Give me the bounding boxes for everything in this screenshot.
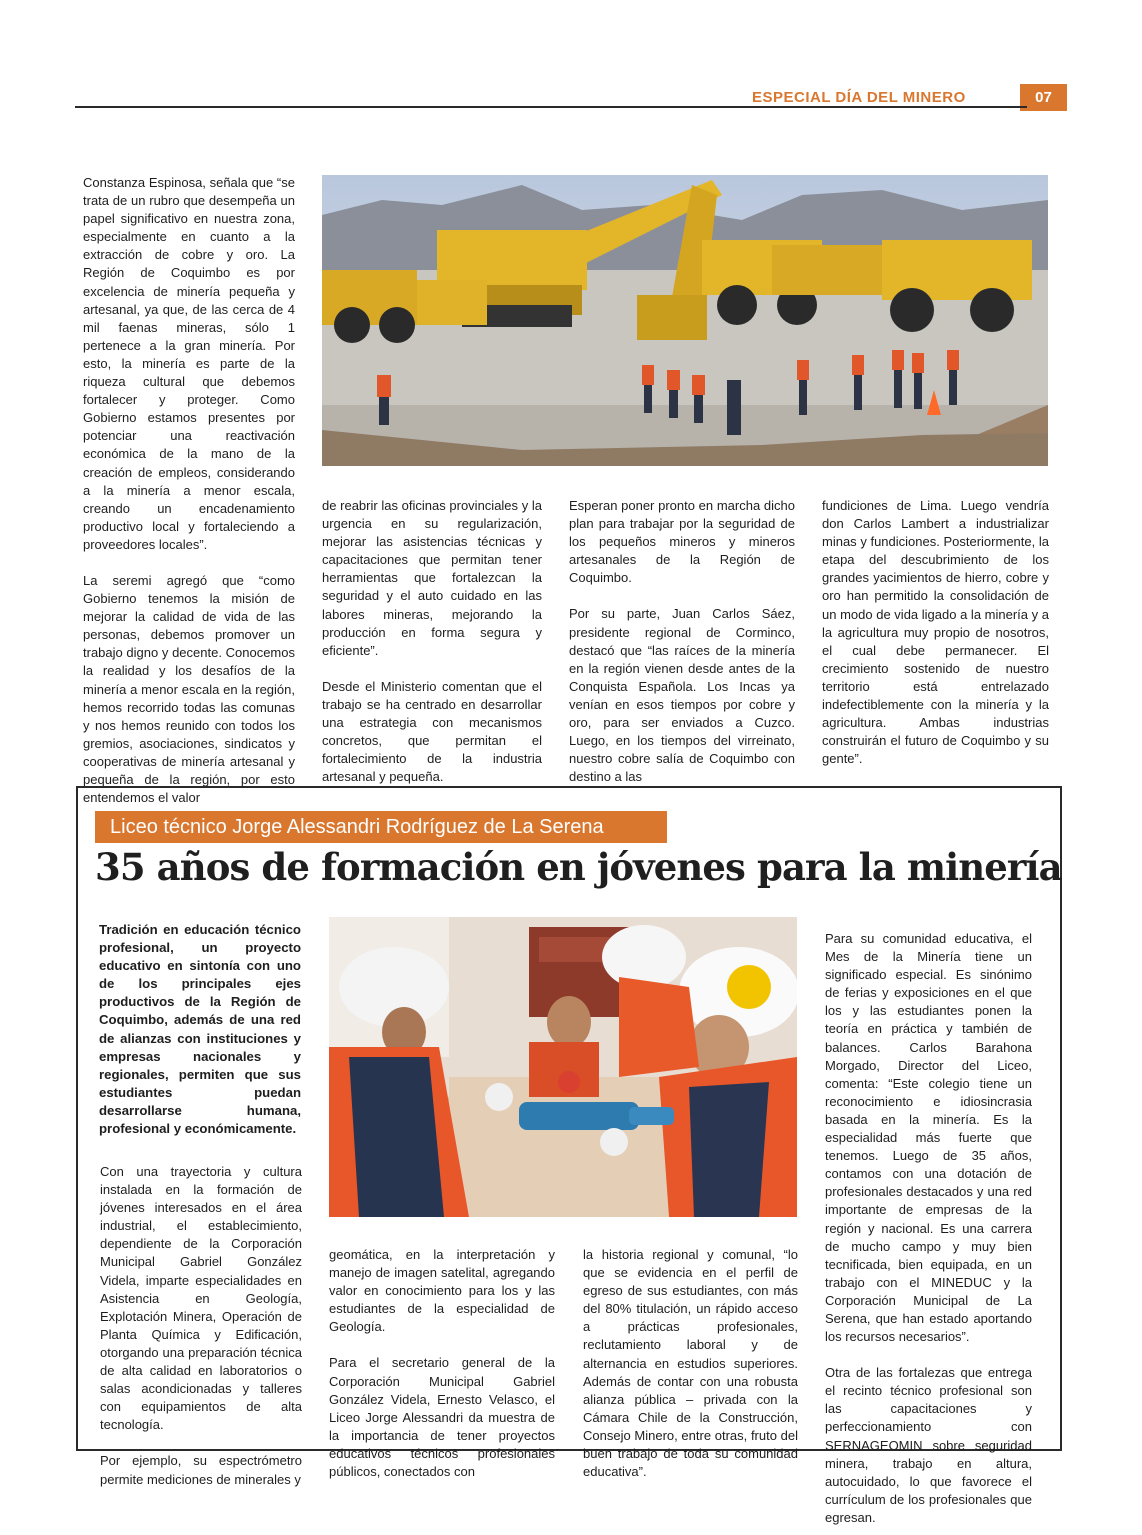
box-article-column-2	[329, 1246, 555, 1481]
paragraph: Por ejemplo, su espectrómetro permite mediciones de minerales y	[100, 1453, 302, 1487]
box-article-column-1	[100, 1163, 302, 1489]
paragraph: Constanza Espinosa, señala que “se trata de un rubro que desempeña un papel significativo en nuestra zona, especialmente en cuanto a la extracción de cobre y oro. La Región de Coquimbo es por excelencia de minería pequeña y artesanal, ya que, de las cerca de 4 mil faenas mineras, sólo 1 pertenece a la gran minería. Por esto, la minería es parte de la riqueza cultural que debemos fortalecer y proteger. Como Gobierno estamos presentes por potenciar una reactivación económica de la mano de la creación de empleos, considerando a la minería a menor escala, creando un encadenamiento productivo local y fortaleciendo a proveedores locales”.	[83, 175, 295, 552]
section-title: ESPECIAL DÍA DEL MINERO	[752, 89, 966, 106]
paragraph: La seremi agregó que “como Gobierno tenemos la misión de mejorar la calidad de vida de las personas, debemos promover un trabajo digno y decente. Conocemos la realidad y los desafíos de la minería a menor escala en la región, hemos recorrido todas las comunas y nos hemos reunido con todos los gremios, asociaciones, sindicatos y cooperativas de minería artesanal y pequeña de la región, por esto entendemos el valor	[83, 572, 295, 806]
box-article-column-3	[583, 1246, 798, 1481]
article-headline: 35 años de formación en jóvenes para la minería	[95, 845, 1062, 889]
mining-equipment-photo	[322, 175, 1048, 466]
paragraph: de reabrir las oficinas provinciales y la urgencia en su regularización, mejorar las asistencias técnicas y capacitaciones que permitan tener herramientas que fortalezcan la seguridad y el auto cuidado en las labores mineras, mejorando la producción en forma segura y eficiente”.	[322, 498, 542, 658]
paragraph: Esperan poner pronto en marcha dicho plan para trabajar por la seguridad de los pequeños mineros y mineros artesanales de la Región de Coquimbo.	[569, 498, 795, 586]
top-article-column-3	[569, 497, 795, 786]
paragraph: Por su parte, Juan Carlos Sáez, presidente regional de Corminco, destacó que “las raíces de la minería en la región vienen desde antes de la Conquista Española. Los Incas ya venían en esos tiempos por cobre y oro, para ser enviados a Cuzco. Luego, en los tiempos del virreinato, nuestro cobre salía de Coquimbo con destino a las	[569, 606, 795, 785]
header-rule	[75, 106, 1027, 108]
page-number: 07	[1020, 84, 1067, 111]
paragraph: Desde el Ministerio comentan que el trabajo se ha centrado en desarrollar una estrategia con mecanismos concretos, que permitan el fortalecimiento de la industria artesanal y pequeña.	[322, 678, 542, 785]
box-article-column-4	[825, 930, 1032, 1527]
article-lead: Tradición en educación técnico profesional, un proyecto educativo en sintonía con uno de los principales ejes productivos de la Región de Coquimbo, además de una red de alianzas con instituciones y empresas nacionales y regionales, permiten que sus estudiantes puedan desarrollarse humana, profesional y económicamente.	[99, 922, 301, 1137]
paragraph: Con una trayectoria y cultura instalada en la formación de jóvenes interesados en el área industrial, el establecimiento, dependiente de la Corporación Municipal Gabriel González Videla, imparte especialidades en Asistencia en Geología, Explotación Minera, Operación de Planta Química y Edificación, otorgando una preparación técnica de alta calidad en laboratorios o salas acondicionadas y talleres con equipamientos de alta tecnología.	[100, 1164, 302, 1433]
paragraph: geomática, en la interpretación y manejo de imagen satelital, agregando valor en conocimiento para los y las estudiantes de la especialidad de Geología.	[329, 1247, 555, 1335]
top-article-column-2	[322, 497, 542, 786]
paragraph: fundiciones de Lima. Luego vendría don Carlos Lambert a industrializar minas y fundiciones. Posteriormente, la etapa del descubrimiento de los grandes yacimientos de hierro, cobre y oro han permitido la consolidación de un modo de vida ligado a la minería y a la agricultura muy propio de nosotros, el cual debe permanecer. El crecimiento sostenido de nuestro territorio está entrelazado indefectiblemente con la minería y la agricultura. Ambas industrias construirán el futuro de Coquimbo y su gente”.	[822, 498, 1049, 767]
paragraph: la historia regional y comunal, “lo que se evidencia en el perfil de egreso de sus estudiantes, con más del 80% titulación, un rápido acceso a prácticas profesionales, reclutamiento laboral y de alternancia en estudios superiores. Además de contar con una robusta alianza pública – privada con la Cámara Chile de la Construcción, Consejo Minero, entre otras, fruto del buen trabajo de toda su comunidad educativa”.	[583, 1247, 798, 1480]
students-workshop-photo	[329, 917, 797, 1217]
top-article-column-1	[83, 174, 295, 807]
paragraph: Otra de las fortalezas que entrega el recinto técnico profesional son las capacitaciones y perfeccionamiento con SERNAGEOMIN sobre seguridad minera, trabajo en altura, autocuidado, lo que favorece el currículum de los profesionales que egresan.	[825, 1365, 1032, 1525]
top-article-column-4	[822, 497, 1049, 768]
article-kicker: Liceo técnico Jorge Alessandri Rodríguez de La Serena	[95, 811, 667, 843]
paragraph: Para el secretario general de la Corporación Municipal Gabriel González Videla, Ernesto Velasco, el Liceo Jorge Alessandri da muestra de la importancia de tener proyectos educativos técnicos profesionales públicos, conectados con	[329, 1355, 555, 1480]
paragraph: Para su comunidad educativa, el Mes de la Minería tiene un significado especial. Es sinónimo de ferias y exposiciones en el que los y las estudiantes ponen la teoría en práctica y también de balances. Carlos Barahona Morgado, Director del Liceo, comenta: “Este colegio tiene un reconocimiento e idiosincrasia basada en la minería. Es la especialidad más fuerte que tenemos. Luego de 35 años, contamos con una dotación de profesionales destacados y una red importante de empresas de la región y nacional. Es una carrera de mucho campo y muy bien tecnificada, bien equipada, en un trabajo con el MINEDUC y la Corporación Municipal de La Serena, que han estado aportando los recursos necesarios”.	[825, 931, 1032, 1345]
